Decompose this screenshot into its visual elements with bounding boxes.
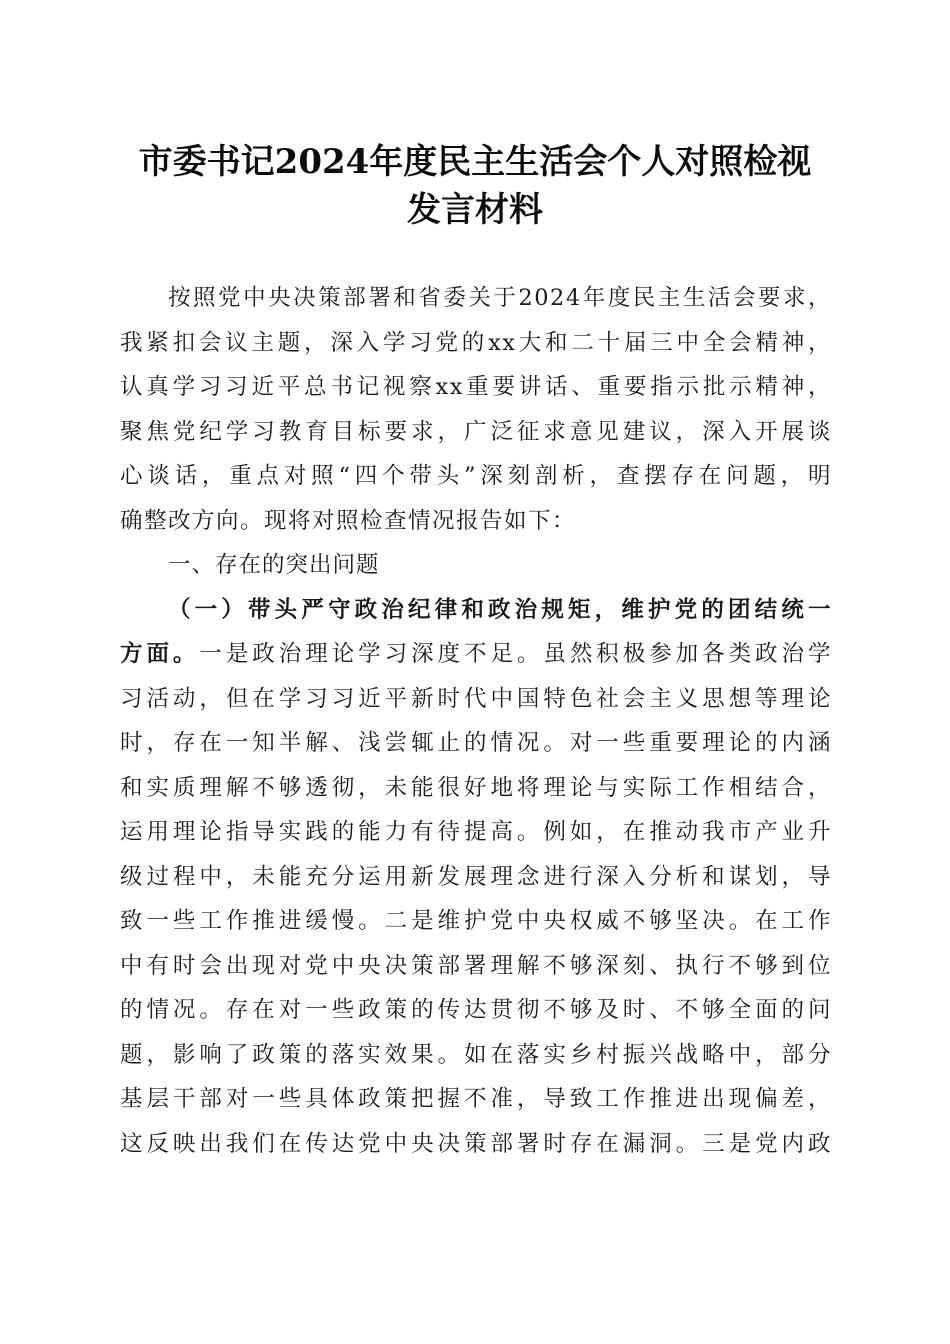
subsection-text-line: 题，影响了政策的落实效果。如在落实乡村振兴战略中，部分 [120,1041,832,1068]
subsection-text-line: 运用理论指导实践的能力有待提高。例如，在推动我市产业升 [120,819,832,845]
subsection-text-line: 这反映出我们在传达党中央决策部署时存在漏洞。三是党内政 [120,1130,832,1157]
subsection-heading-line [120,588,832,633]
subsection-text-line: 级过程中，未能充分运用新发展理念进行深入分析和谋划，导 [120,863,832,890]
subsection-text-line: 习活动，但在学习习近平新时代中国特色社会主义思想等理论 [120,685,832,712]
subsection-text-line: 致一些工作推进缓慢。二是维护党中央权威不够坚决。在工作 [120,908,832,934]
document-title [80,138,870,234]
subsection-text-line: 基层干部对一些具体政策把握不准，导致工作推进出现偏差， [120,1086,832,1112]
title-line-1: 市委书记2024年度民主生活会个人对照检视 [138,142,812,182]
intro-line: 确整改方向。现将对照检查情况报告如下： [120,507,577,534]
subsection-text-line: 的情况。存在对一些政策的传达贯彻不够及时、不够全面的问 [120,997,832,1023]
intro-line: 按照党中央决策部署和省委关于2024年度民主生活会要求， [168,285,832,311]
subsection-first-line-rest: 一是政治理论学习深度不足。虽然积极参加各类政治学 [199,641,832,667]
intro-line: 认真学习习近平总书记视察xx重要讲话、重要指示批示精神， [120,374,832,400]
document-body [120,276,832,1166]
section-heading: 一、存在的突出问题 [168,552,380,578]
subsection-text-line: 中有时会出现对党中央决策部署理解不够深刻、执行不够到位 [120,952,832,979]
intro-line: 我紧扣会议主题，深入学习党的xx大和二十届三中全会精神， [120,329,832,356]
subsection-text-line: 时，存在一知半解、浅尝辄止的情况。对一些重要理论的内涵 [120,730,832,756]
subsection-text-line [120,632,832,677]
intro-line: 心谈话，重点对照“四个带头”深刻剖析，查摆存在问题，明 [120,463,832,489]
title-line-2: 发言材料 [407,190,543,230]
subsection-heading-part1: （一）带头严守政治纪律和政治规矩，维护党的团结统一 [168,596,832,623]
intro-line: 聚焦党纪学习教育目标要求，广泛征求意见建议，深入开展谈 [120,418,832,445]
subsection-heading-part2: 方面。 [120,641,200,667]
subsection-text-line: 和实质理解不够透彻，未能很好地将理论与实际工作相结合， [120,774,832,801]
